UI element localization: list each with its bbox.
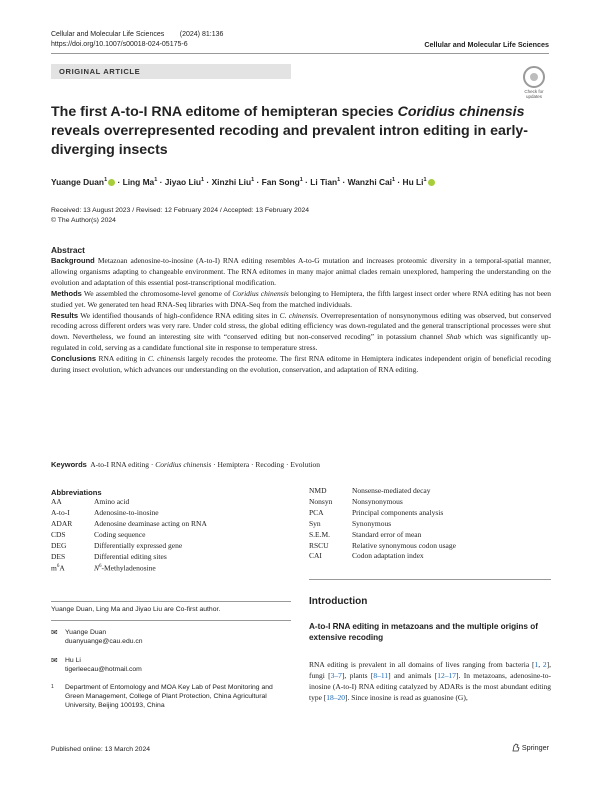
author[interactable]: Wanzhi Cai$^1$ [347,177,396,187]
author[interactable]: Ling Ma$^1$ [122,177,158,187]
abstract-body [51,256,551,376]
check-updates-label: Check for updates [524,89,544,99]
abbreviations-table-right [309,486,456,562]
author[interactable]: Fan Song$^1$ [261,177,303,187]
abbreviation-key: $m^6A$ [51,563,65,573]
citation-link[interactable]: 3–7 [330,670,342,680]
article-type-badge: ORIGINAL ARTICLE [51,64,291,79]
orcid-icon[interactable] [108,179,115,186]
abbreviation-row [51,552,207,563]
abstract-methods: Methods We assembled the chromosome-level genome of Coridius chinensis belonging to Hemiptera, the fifth largest insect order where RNA editing has not been studied yet. We generated ten head RNA-Seq libraries with DNA-Seq from the matched individuals. [51,288,552,309]
abbreviation-value: Coding sequence [94,529,146,539]
abstract-heading: Abstract [51,245,85,255]
abbreviation-value: Synonymous [352,518,392,528]
abbreviation-key: RSCU [309,540,329,550]
abbreviation-row [51,541,207,552]
history-dates: Received: 13 August 2023 / Revised: 12 February 2024 / Accepted: 13 February 2024 [51,207,310,214]
abbreviation-value: Adenosine-to-inosine [94,507,159,517]
citation-link[interactable]: 2 [542,660,547,669]
footnote-rule [51,601,291,602]
abbreviation-row [309,519,456,530]
citation-link[interactable]: 12–17 [437,670,457,680]
abbreviation-value: Relative synonymous codon usage [352,540,456,550]
abbreviation-row [51,530,207,541]
footnote-rule-2 [51,620,291,621]
publisher-logo: Springer [512,743,549,752]
check-updates-icon [523,66,545,88]
author[interactable]: Yuange Duan$^1$ [51,177,115,187]
keywords-list: A-to-I RNA editing · Coridius chinensis · Hemiptera · Recoding · Evolution [90,460,320,469]
author-affiliation-sup: 1 [423,177,427,184]
abbreviation-row [309,541,456,552]
abstract-conclusions: Conclusions RNA editing in C. chinensis largely recodes the proteome. The first RNA editome in Hemiptera indicates independent origin of beneficial recoding during insect evolution, which advances our understanding on the evolution, conservation, and adaptation of RNA editing. [51,354,551,375]
keyword: Recoding [255,460,285,469]
corr-email[interactable]: duanyuange@cau.edu.cn [65,638,143,645]
author-affiliation-sup: 1 [337,177,341,184]
abbreviation-value: Differential editing sites [94,551,167,561]
abbreviation-key: DES [51,551,66,561]
author-affiliation-sup: 1 [299,177,303,184]
author[interactable]: Hu Li$^1$ [403,177,435,187]
abbreviation-row [309,530,456,541]
running-header [51,30,223,50]
abbreviation-value: Nonsynonymous [352,496,403,506]
section-rule [309,579,551,580]
author[interactable]: Li Tian$^1$ [310,177,341,187]
keywords-label: Keywords [51,460,87,469]
doi-link[interactable]: https://doi.org/10.1007/s00018-024-05175-6 [51,41,188,48]
check-for-updates-button[interactable] [516,66,552,99]
introduction-subheading: A-to-I RNA editing in metazoans and the multiple origins of extensive recoding [309,622,538,642]
affiliation-text: Department of Entomology and MOA Key Lab of Pest Monitoring and Green Management, College of Plant Protection, China Agricultural University, Beijing 100193, China [65,684,273,709]
author-affiliation-sup: 1 [392,177,396,184]
orcid-icon[interactable] [428,179,435,186]
abbreviation-value: $N^6$-Methyladenosine [94,563,156,573]
journal-citation: Cellular and Molecular Life Sciences (2024) 81:136 [51,31,224,38]
citation-link[interactable]: 1 [534,660,539,669]
published-date: Published online: 13 March 2024 [51,746,150,753]
abbreviation-key: Syn [309,518,321,528]
author[interactable]: Jiyao Liu$^1$ [164,177,205,187]
abbreviation-row [309,508,456,519]
abbreviation-key: CDS [51,529,66,539]
abbreviations-heading: Abbreviations [51,488,102,497]
abbreviation-row [309,497,456,508]
abbreviation-row [309,486,456,497]
abbreviation-key: Nonsyn [309,496,333,506]
introduction-paragraph: RNA editing is prevalent in all domains of lives ranging from bacteria [1, 2], fungi [3–7], plants [8–11] and animals [12–17]. In metazoans, adenosine-to-inosine (A-to-I) RNA editing catalyzed by ADARs is the most abundant editing type [18–20]. Since inosine is read as guanosine (G), [309,660,552,702]
copyright: © The Author(s) 2024 [51,217,116,224]
corr-email[interactable]: tigerleecau@hotmail.com [65,666,142,673]
header-rule [51,53,549,54]
abbreviation-key: A-to-I [51,507,70,517]
keyword: A-to-I RNA editing [90,460,149,469]
author-affiliation-sup: 1 [154,177,158,184]
citation-link[interactable]: 18–20 [326,692,346,702]
title-species: Coridius chinensis [397,104,525,120]
abbreviation-key: S.E.M. [309,529,331,539]
author[interactable]: Xinzhi Liu$^1$ [211,177,255,187]
abbreviation-row [51,508,207,519]
dates-block [51,206,309,226]
author-affiliation-sup: 1 [251,177,255,184]
author-list: Yuange Duan$^1$ · Ling $Ma^1$ · Jiyao Liu$^1$ · Xinzhi Liu$^1$ · Fan Song$^1$ · Li Tian$^1$ · Wanzhi Cai$^1$ · Hu Li$^1$ [51,177,435,187]
abbreviation-value: Nonsense-mediated decay [352,486,431,495]
abbreviation-value: Standard error of mean [352,529,422,539]
abbreviation-key: DEG [51,540,67,550]
abbreviation-row [309,551,456,562]
email-icon: ✉ [51,656,58,665]
keyword: Hemiptera [217,460,250,469]
abbreviation-key: PCA [309,507,324,517]
citation-link[interactable]: 8–11 [373,670,389,680]
correspondence-1 [51,628,291,648]
abbreviation-key: ADAR [51,518,73,528]
abbreviation-key: NMD [309,486,327,495]
journal-name: Cellular and Molecular Life Sciences [424,40,549,49]
abbreviation-value: Principal components analysis [352,507,444,517]
abbreviation-value: Amino acid [94,497,130,506]
cofirst-note: Yuange Duan, Ling Ma and Jiyao Liu are Co-first author. [51,606,221,613]
abbreviation-value: Adenosine deaminase acting on RNA [94,518,207,528]
article-title: The first A-to-I RNA editome of hemipteran species Coridius chinensis reveals overrepresented recoding and prevalent intron editing in early-diverging insects [51,104,528,158]
abbreviations-table-left [51,497,207,575]
abstract-background: Background Metazoan adenosine-to-inosine (A-to-I) RNA editing resembles A-to-G mutation and increases proteomic diversity in a temporal-spatial manner, allowing organisms adapting to changeable environment. The RNA editomes in many major animal clades remain unexplored, hampering the understanding on the evolution and adaptation of this essential post-transcriptional modification. [51,256,551,287]
introduction-heading: Introduction [309,596,368,607]
abbreviation-row [51,519,207,530]
author-affiliation-sup: 1 [201,177,205,184]
author-affiliation-sup: 1 [104,177,108,184]
abbreviation-row [51,562,207,574]
abbreviation-value: Differentially expressed gene [94,540,183,550]
keyword: Evolution [290,460,320,469]
affiliation-number: 1 [51,684,54,690]
corr-name: Yuange Duan [65,629,107,636]
abstract-results: Results We identified thousands of high-confidence RNA editing sites in C. chinensis. Overrepresentation of nonsynonymous editing was observed, but conserved recoding across different orders was very rare. Under cold stress, the global editing efficiency was down-regulated and the general transcriptional processes were shut down. Nevertheless, we found an interesting site with “conserved editing but non-conserved recoding” in potassium channel Shab which was significantly up-regulated in cold, serving as a candidate functional site in response to temperature stress. [51,310,551,353]
abbreviation-row [51,497,207,508]
keyword: Coridius chinensis [155,460,212,469]
correspondence-2 [51,656,291,676]
corr-name: Hu Li [65,657,81,664]
email-icon: ✉ [51,628,58,637]
abbreviation-value: Codon adaptation index [352,551,424,561]
affiliation [51,683,291,725]
abbreviation-key: AA [51,497,62,506]
keywords [51,460,551,469]
abbreviation-key: CAI [309,551,322,561]
springer-horse-icon [512,743,520,752]
